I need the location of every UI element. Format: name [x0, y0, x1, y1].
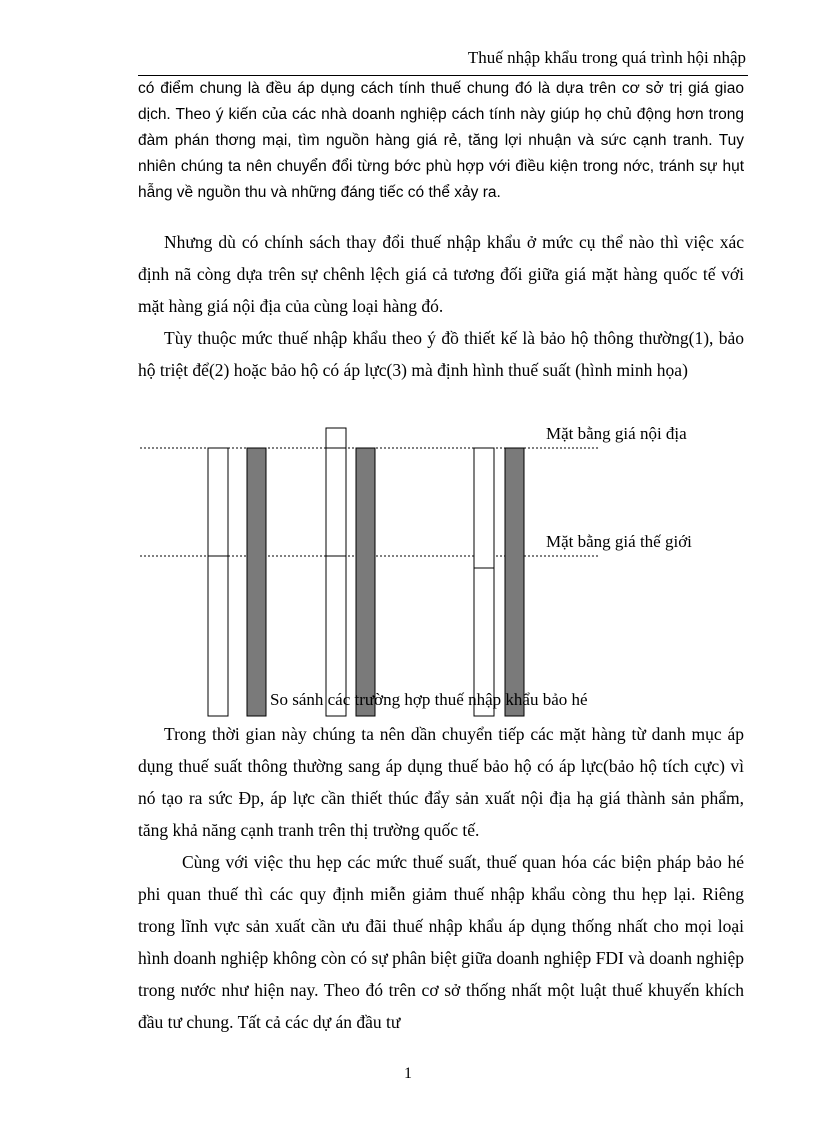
paragraph-3: Tùy thuộc mức thuế nhập khẩu theo ý đồ thiết kế là bảo hộ thông thường(1), bảo hộ triệt để(2) hoặc bảo hộ có áp lực(3) mà định hình thuế suất (hình minh họa)	[138, 328, 744, 380]
paragraph-5: Cùng với việc thu hẹp các mức thuế suất, thuế quan hóa các biện pháp bảo hé phi quan thuế thì các quy định miễn giảm thuế nhập khẩu còng thu hẹp lại. Riêng trong lĩnh vực sản xuất cần ưu đãi thuế nhập khẩu áp dụng thống nhất cho mọi loại hình doanh nghiệp không còn có sự phân biệt giữa doanh nghiệp FDI và doanh nghiệp trong nước như hiện nay. Theo đó trên cơ sở thống nhất một luật thuế khuyến khích đầu tư chung. Tất cả các dự án đầu tư	[138, 852, 744, 1032]
domestic-price-label: Mặt bằng giá nội địa	[546, 424, 687, 443]
paragraph-4: Trong thời gian này chúng ta nên dần chuyển tiếp các mặt hàng từ danh mục áp dụng thuế suất thông thường sang áp dụng thuế bảo hộ có áp lực(bảo hộ tích cực) vì nó tạo ra sức Đp, áp lực cần thiết thúc đẩy sản xuất nội địa hạ giá thành sản phẩm, tăng khả năng cạnh tranh trên thị trường quốc tế.	[138, 724, 744, 840]
paragraph-1: có điểm chung là đều áp dụng cách tính thuế chung đó là dựa trên cơ sở trị giá giao dịch. Theo ý kiến của các nhà doanh nghiệp cách tính này giúp họ chủ động hơn trong đàm phán thơng mại, tìm nguồn hàng giá rẻ, tăng lợi nhuận và sức cạnh tranh. Tuy nhiên chúng ta nên chuyển đổi từng bớc phù hợp với điều kiện trong nớc, tránh sự hụt hẫng về nguồn thu và những đáng tiếc có thể xảy ra.	[138, 80, 744, 201]
case1-gray-bar	[247, 448, 266, 716]
page-number: 1	[404, 1065, 412, 1082]
case3-gray-bar	[505, 448, 524, 716]
case3-white-bar	[474, 448, 494, 716]
case1-white-bar	[208, 448, 228, 716]
world-price-label: Mặt bằng giá thế giới	[546, 532, 692, 551]
case2-white-bar	[326, 428, 346, 716]
running-header: Thuế nhập khẩu trong quá trình hội nhập	[467, 48, 746, 67]
paragraph-2: Nhưng dù có chính sách thay đổi thuế nhập khẩu ở mức cụ thể nào thì việc xác định nã còng dựa trên sự chênh lệch giá cả tương đối giữa giá mặt hàng quốc tế với mặt hàng giá nội địa của cùng loại hàng đó.	[138, 232, 744, 316]
case2-gray-bar	[356, 448, 375, 716]
figure-caption: So sánh các trường hợp thuế nhập khẩu bảo hé	[270, 690, 588, 709]
